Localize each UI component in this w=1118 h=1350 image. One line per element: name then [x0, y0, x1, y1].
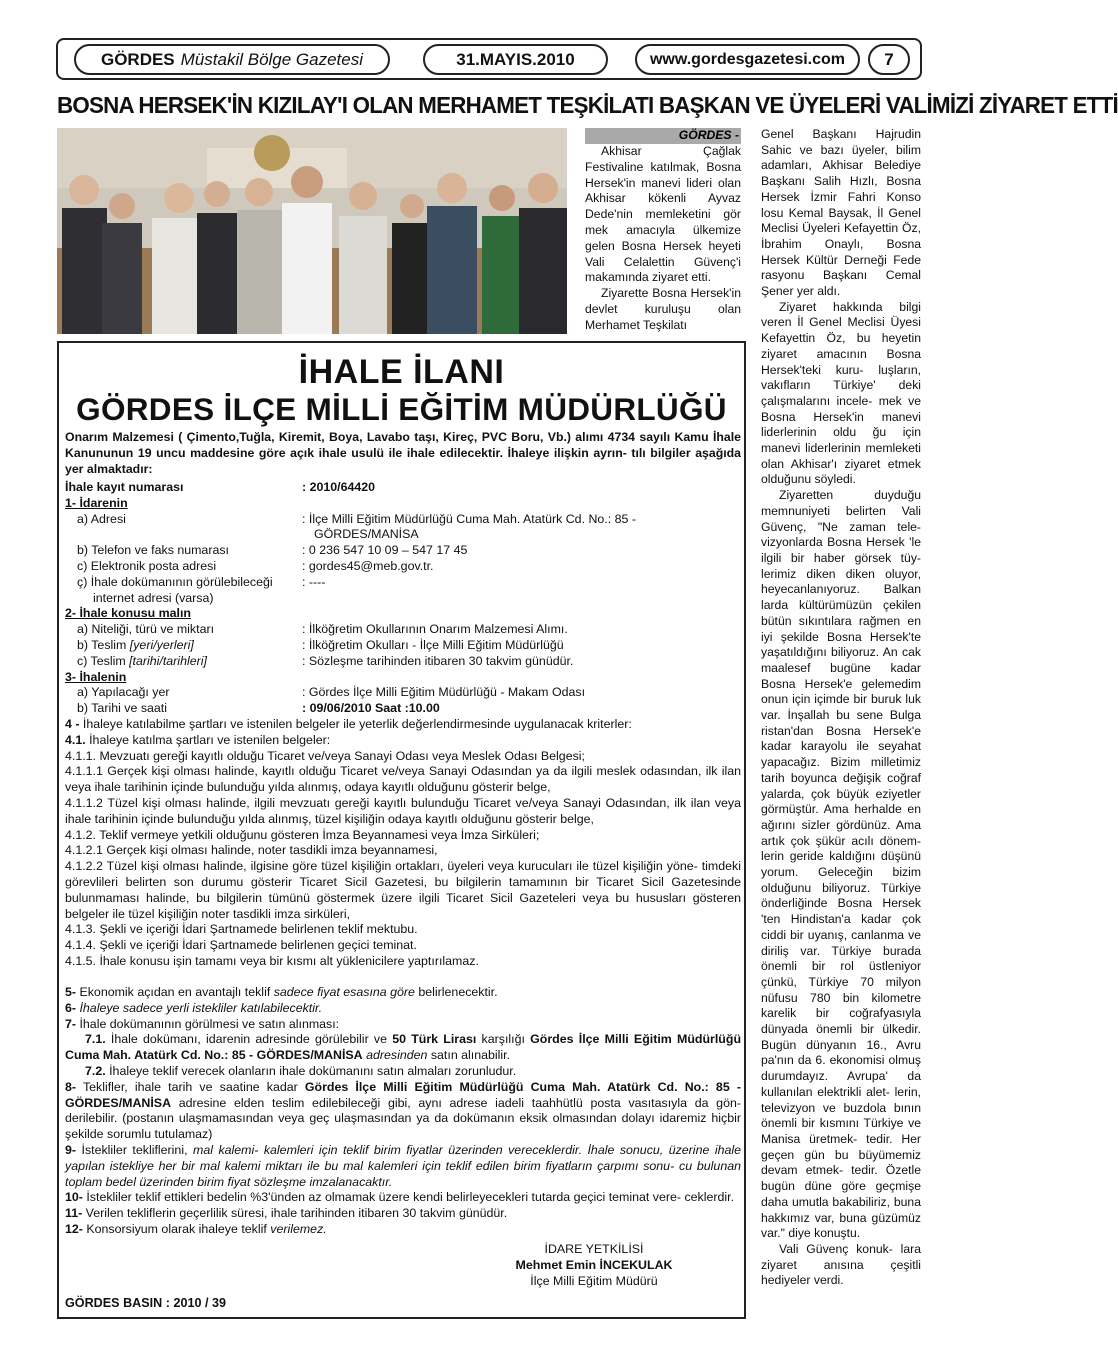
- email-value: : gordes45@meb.gov.tr.: [302, 558, 434, 573]
- detail-row: [65, 591, 741, 607]
- article-paragraph: Genel Başkanı Hajrudin Sahic ve bazı üyeler, bilim adamları, Akhisar Belediye Başkanı Salih Hızlı, Bosna Hersek İzmir Fahri Konso losu Kemal Baysak, İl Genel Meclisi Üyeleri Kefayettin Öz, İbrahim Onaylı, Bosna Hersek Kültür Derneği Fede rasyonu Başkanı Cemal Şener yer aldı.: [761, 127, 921, 299]
- clause-italic: adresinden: [362, 1048, 428, 1063]
- delegation-photo: [57, 128, 567, 334]
- clause-number: 8-: [65, 1079, 77, 1094]
- clause-text: belirlenecektir.: [414, 985, 498, 999]
- detail-label: b) Telefon ve faks numarası: [77, 543, 229, 558]
- clause: [65, 717, 741, 733]
- article-paragraph: Ziyaretten duyduğu memnuniyeti belirten Vali Güvenç, "Ne zaman tele- vizyonlarda Bosna Hersek 'le ilgili bir haber görsek tüy- lerimiz diken diken oluyor, heyecanlanıyoruz. Balkan larda kültürümüzün çekilen bütün sıkıntılara rağmen en iyi şekilde Bosna Hersek'te yaşatıldığını biliyoruz. An cak maalesef bugüne kadar Bosna Hersek'e gelemedim onun için içimde bir buruk luk var. İnşallah bu sene Bulga ristan'dan Bosna Hersek'e kadar karayolu ile seyahat yapacağız. Bizim milletimiz tarih boyunca değişik coğraf yalarda, çok büyük eziyetler görmüştür. Ama herhalde en ağırını sizler gördünüz. Ama artık çok şükür acılı dönem- lerin geride kaldığını düşünü yorum. Geleceğin bizim olduğunu biliyoruz. Türkiye önderliğinde Bosna Hersek 'ten Hindistan'a kadar çok ciddi bir uyanış, canlanma ve diriliş var. Türkiye burada önemli bir rol üstleniyor çünkü, Türkiye 70 milyon nüfusu 780 bin kilometre karelik bir coğrafyasıyla dünyada önemli bir ülkedir. Bugün dünyanın 16., Avru pa'nın da 6. ekonomisi olmuş durumdayız. Avrupa' da kullanılan elektrikli alet- lerin, televizyon ve buzdola bının önemli bir kısmını Türkiye ve Manisa üretmek- tedir. Her geçen gün bu büyümemiz devam etmek- tedir. Özetle bugün düne göre geçmişe daha umutla bakabiliriz, buna hakkımız var, buna güzümüz var." diye konuştu.: [761, 488, 921, 1241]
- detail-label-text: c) Teslim: [77, 653, 126, 668]
- detail-label: a) Yapılacağı yer: [77, 685, 170, 700]
- clause: 4.1.1.1 Gerçek kişi olması halinde, kayıtlı olduğu Ticaret ve/veya Sanayi Odasından ya da ilgili meslek odasından, ilk ilan veya ihale tarihinin içinde bulunduğu yılda alınmış, odaya kayıtlı olduğunu gösterir belge,: [65, 764, 741, 795]
- tender-title: İHALE İLANI: [298, 353, 505, 391]
- detail-label: b) Tarihi ve saati: [77, 701, 167, 716]
- clause: 4.1.3. Şekli ve içeriği İdari Şartnamede belirlenen teklif mektubu.: [65, 922, 418, 937]
- detail-row: [65, 543, 741, 559]
- clause-number: 12-: [65, 1221, 83, 1236]
- clause-italic: İhaleye sadece yerli istekliler katılabilecektir.: [76, 1000, 323, 1015]
- detail-label: ç) İhale dokümanının görülebileceği: [77, 574, 273, 589]
- detail-row: [65, 480, 741, 496]
- clause-text: karşılığı: [476, 1032, 531, 1047]
- detail-label: [65, 654, 302, 670]
- detail-row: [65, 622, 741, 638]
- clause: [65, 1032, 741, 1064]
- website-link[interactable]: www.gordesgazetesi.com: [635, 44, 860, 75]
- clause-number: 10-: [65, 1190, 83, 1205]
- clause-italic: mal kalemi- kalemleri için teklif birim fiyatlar üzerinden vereceklerdir. İhale sonucu, üzerine ihale yapılan istekliye her bir mal kalemi miktarı ile bu mal kalemleri için teklif edilen birim fiyatların çarpımı sonu- cu bulunan toplam bedel üzerinden birim fiyat sözleşme imzalanacaktır.: [65, 1142, 742, 1189]
- clause-number: 5-: [65, 985, 77, 999]
- clause-number: 7-: [65, 1016, 77, 1031]
- detail-value: : 09/06/2010 Saat :10.00: [302, 701, 440, 716]
- clause: [65, 1001, 741, 1017]
- clause-number: 7.1.: [85, 1032, 106, 1047]
- article-paragraph: Ziyaret hakkında bilgi veren İl Genel Meclisi Üyesi Kefayettin Öz, bu heyetin ziyaret amacının Bosna Hersek'teki kuru- luşların, vakıfların Türkiye' deki çalışmalarını incele- mek ve Bosna Hersek'in manevi liderlerinin oldu ğu için manevi liderlerinin memleketi olan Akhisar'ı ziyaret etmek olduğunu söyledi.: [761, 299, 921, 487]
- clause: [65, 1222, 741, 1238]
- detail-row: [65, 512, 741, 528]
- detail-label: İhale kayıt numarası: [65, 480, 184, 494]
- clause-number: 7.2.: [85, 1063, 106, 1078]
- clause-number: 11-: [65, 1206, 83, 1221]
- clause-text: İstekliler teklif ettikleri bedelin %3'ünden az olmamak üzere kendi belirleyecekleri tutarda geçici teminat vere- ceklerdir.: [82, 1190, 735, 1205]
- clause: [65, 1206, 741, 1222]
- detail-label-text: b) Teslim: [77, 637, 127, 652]
- detail-label-italic: [tarihi/tarihleri]: [129, 653, 207, 668]
- detail-value: GÖRDES/MANİSA: [314, 527, 419, 542]
- article-column-2: [761, 127, 921, 1289]
- signature-name: Mehmet Emin İNCEKULAK: [515, 1257, 673, 1272]
- clause-number: 6-: [65, 1000, 77, 1015]
- detail-row: [65, 701, 741, 717]
- paper-name-pill: [74, 44, 390, 75]
- detail-row: [65, 527, 741, 543]
- detail-row: [65, 685, 741, 701]
- clause: 4.1.2. Teklif vermeye yetkili olduğunu gösteren İmza Beyannamesi veya İmza Sirküleri;: [65, 827, 540, 842]
- detail-value: : İlköğretim Okulları - İlçe Milli Eğitim Müdürlüğü: [302, 637, 564, 652]
- clause-italic: sadece fiyat esasına göre: [273, 985, 415, 999]
- signature-title: İDARE YETKİLİSİ: [544, 1242, 644, 1256]
- clause-text: Konsorsiyum olarak ihaleye teklif: [82, 1221, 271, 1236]
- clause: [65, 1190, 741, 1206]
- detail-label: [65, 638, 302, 654]
- clause: [65, 1080, 741, 1143]
- detail-row: [65, 559, 741, 575]
- clause-text: İhale dokümanının görülmesi ve satın alınması:: [76, 1016, 340, 1031]
- clause: 4.1.1.2 Tüzel kişi olması halinde, ilgili mevzuatı gereği kayıtlı bulunduğu Ticaret ve/veya Sanayi Odasından, ilk ilan veya ihale tarihinin içinde bulunduğu yılda alınmış, tüzel kişiliğin odaya kayıtlı olduğunu gösterir belge,: [65, 795, 741, 826]
- clause-number: 9-: [65, 1142, 77, 1157]
- tender-notice-box: [57, 341, 746, 1319]
- clause: [65, 1143, 741, 1190]
- clause: 4.1.1. Mevzuatı gereği kayıtlı olduğu Ticaret ve/veya Sanayi Odası veya Meslek Odası Belgesi;: [65, 748, 585, 763]
- clause-text: Ekonomik açıdan en avantajlı teklif: [76, 985, 274, 999]
- tender-subtitle: GÖRDES İLÇE MİLLİ EĞİTİM MÜDÜRLÜĞÜ: [76, 391, 727, 427]
- page-number: 7: [868, 44, 910, 75]
- section-heading: 1- İdarenin: [65, 495, 128, 510]
- detail-value: : İlköğretim Okullarının Onarım Malzemesi Alımı.: [302, 622, 568, 637]
- clause-number: 4.1.: [65, 732, 86, 747]
- detail-value: : Sözleşme tarihinden itibaren 30 takvim günüdür.: [302, 653, 574, 668]
- tender-intro: Onarım Malzemesi ( Çimento,Tuğla, Kiremit, Boya, Lavabo taşı, Kireç, PVC Boru, Vb.) alımı 4734 sayılı Kamu İhale Kanununun 19 uncu maddesine göre açık ihale usulü ile ihale edilecektir. İhaleye ilişkin ayrın- tılı bilgiler aşağıda yer almaktadır:: [65, 430, 741, 476]
- clause-text: adresine elden teslim edilebileceği gibi, aynı adrese iadeli taahhütlü posta vasıtasıyla da gön- derilebilir. (postanın ulaşmamasından veya geç ulaşmasından ya da dokümanın eksik olmasından dolayı idaremiz hiçbir şekilde sorumlu tutulamaz): [65, 1095, 741, 1142]
- section-heading: 3- İhalenin: [65, 669, 127, 684]
- article-paragraph: Ziyarette Bosna Hersek'in devlet kuruluşu olan Merhamet Teşkilatı: [585, 286, 741, 332]
- clause: 4.1.5. İhale konusu işin tamamı veya bir kısmı alt yüklenicilere yaptırılamaz.: [65, 953, 479, 968]
- detail-label: a) Adresi: [77, 511, 126, 526]
- clause-italic: verilemez.: [270, 1221, 327, 1236]
- detail-label-italic: [yeri/yerleri]: [129, 637, 194, 652]
- clause: 4.1.2.1 Gerçek kişi olması halinde, noter tasdikli imza beyannamesi,: [65, 843, 438, 858]
- clause-bold: Gördes İlçe Milli Eğitim Müdürlüğü Cuma Mah. Atatürk Cd. No.: 85 - GÖRDES/MANİSA: [65, 1032, 742, 1063]
- clause-text: Verilen tekliflerin geçerlilik süresi, ihale tarihinden itibaren 30 takvim günüdür.: [82, 1206, 508, 1221]
- article-column-1: [585, 128, 741, 334]
- article-paragraph: Akhisar Çağlak Festivaline katılmak, Bosna Hersek'in manevi lideri olan Akhisar kökenli Ayvaz Dede'nin memleketini gör mek amacıyla ülkemize gelen Bosna Hersek heyeti Vali Celalettin Güvenç'i makamında ziyaret etti.: [585, 144, 741, 285]
- signature-block: [489, 1242, 699, 1289]
- clause-text: İhaleye katılabilme şartları ve istenilen belgeler ile yeterlik değerlendirmesinde uygulanacak kriterler:: [79, 716, 632, 731]
- detail-row: [65, 575, 741, 591]
- clause: [65, 733, 741, 749]
- paper-name: GÖRDES: [100, 49, 175, 69]
- clause-number: 4 -: [65, 716, 80, 731]
- tender-details: [65, 480, 741, 970]
- detail-label: a) Niteliği, türü ve miktarı: [77, 622, 215, 637]
- clause-text: İhaleye katılma şartları ve istenilen belgeler:: [85, 732, 331, 747]
- clause: [65, 1064, 741, 1080]
- clause: [65, 985, 741, 1001]
- detail-value: : İlçe Milli Eğitim Müdürlüğü Cuma Mah. Atatürk Cd. No.: 85 -: [302, 511, 636, 526]
- detail-value: : 0 236 547 10 09 – 547 17 45: [302, 543, 468, 558]
- article-kicker: GÖRDES -: [585, 128, 741, 144]
- clause-text: İhale dokümanı, idarenin adresinde görülebilir ve: [105, 1032, 393, 1047]
- detail-row: [65, 654, 741, 670]
- detail-value: : 2010/64420: [302, 480, 376, 494]
- clause-text: İstekliler tekliflerini,: [76, 1142, 193, 1157]
- detail-value: : Gördes İlçe Milli Eğitim Müdürlüğü - Makam Odası: [302, 685, 586, 700]
- detail-label: internet adresi (varsa): [93, 590, 214, 605]
- clause: 4.1.2.2 Tüzel kişi olması halinde, ilgisine göre tüzel kişiliğin ortakları, üyeleri veya kurucuları ile tüzel kişiliğin yöne- timdeki görevlileri belirten son durumu gösterir Ticaret Sicil Gazetesi, bu bilgilerin tamamının bir Ticaret Sicil Gazetesinde bulunmaması halinde, bu bilgilerin tümünü göstermek üzere ilgili Ticaret Sicil Gazeteleri veya bu hususları gösteren belgeler ile tüzel kişiliğin noter tasdikli imza sirküleri,: [65, 859, 741, 921]
- tender-terms: [65, 985, 741, 1238]
- clause: 4.1.4. Şekli ve içeriği İdari Şartnamede belirlenen geçici teminat.: [65, 938, 417, 953]
- press-reference: GÖRDES BASIN : 2010 / 39: [65, 1296, 226, 1310]
- clause-bold: 50 Türk Lirası: [392, 1032, 477, 1047]
- group-photo-illustration: [57, 128, 567, 334]
- clause-text: Teklifler, ihale tarih ve saatine kadar: [76, 1079, 305, 1094]
- article-headline: BOSNA HERSEK'İN KIZILAY'I OLAN MERHAMET TEŞKİLATI BAŞKAN VE ÜYELERİ VALİMİZİ ZİYARET ETTİ: [57, 92, 1118, 118]
- issue-date: 31.MAYIS.2010: [423, 44, 608, 75]
- detail-row: [65, 638, 741, 654]
- clause-text: İhaleye teklif verecek olanların ihale dokümanını satın almaları zorunludur.: [105, 1063, 517, 1078]
- article-paragraph: Vali Güvenç konuk- lara ziyaret anısına çeşitli hediyeler verdi.: [761, 1241, 921, 1288]
- paper-subtitle: Müstakil Bölge Gazetesi: [180, 49, 364, 69]
- section-heading: 2- İhale konusu malın: [65, 606, 191, 621]
- detail-label: c) Elektronik posta adresi: [77, 558, 217, 573]
- clause-text: satın alınabilir.: [427, 1048, 511, 1063]
- clause-bold: Gördes İlçe Milli Eğitim Müdürlüğü Cuma Mah. Atatürk Cd. No.: 85 - GÖRDES/MANİSA: [65, 1079, 741, 1110]
- signature-role: İlçe Milli Eğitim Müdürü: [530, 1273, 658, 1288]
- detail-value: : ----: [302, 574, 326, 589]
- clause: [65, 1017, 741, 1033]
